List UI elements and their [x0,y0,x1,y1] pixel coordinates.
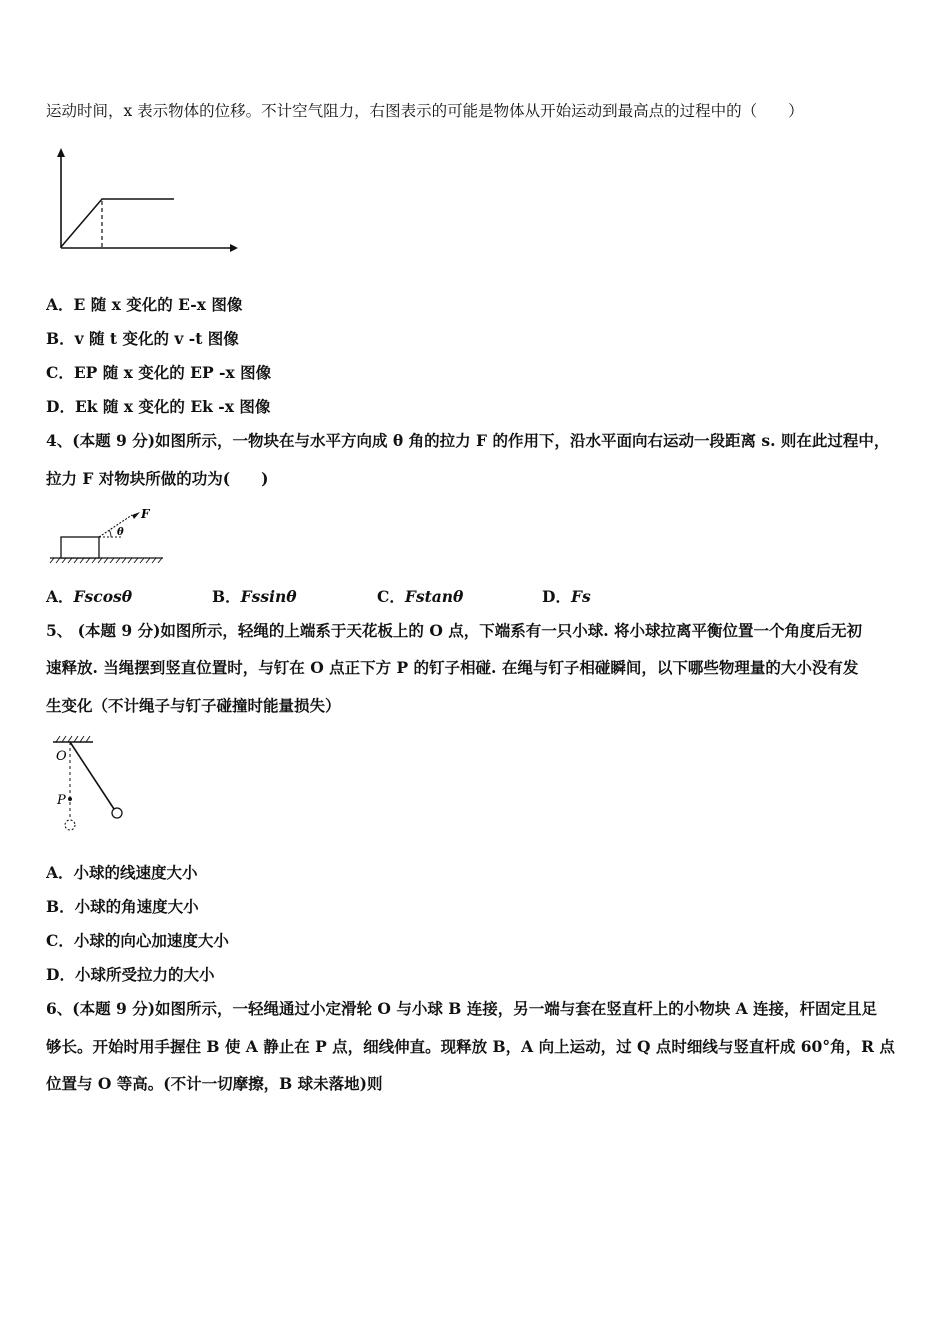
q5-pendulum-figure [48,732,148,837]
q5-o-label: O [56,749,67,764]
q4-option-b: B．Fssinθ [212,587,297,606]
q4-option-a: A．Fscosθ [46,587,133,606]
q4-force-label: F [141,507,150,521]
q5-stem-line1: 5、 (本题 9 分)如图所示，轻绳的上端系于天花板上的 O 点，下端系有一只小球. 将小球拉离平衡位置一个角度后无初 [46,621,863,640]
q3-option-b: B．v 随 t 变化的 v -t 图像 [46,329,239,348]
q5-option-d: D．小球所受拉力的大小 [46,965,215,984]
q4-block-figure [48,505,178,565]
q3-option-a: A．E 随 x 变化的 E-x 图像 [46,295,243,314]
q5-stem-line2: 速释放. 当绳摆到竖直位置时，与钉在 O 点正下方 P 的钉子相碰. 在绳与钉子相碰瞬间，以下哪些物理量的大小没有发 [46,658,859,677]
q4-theta-label: θ [117,527,124,538]
q5-option-a: A．小球的线速度大小 [46,863,198,882]
q3-option-c: C．EP 随 x 变化的 EP -x 图像 [46,363,272,382]
q3-stem-tail: 运动时间，x 表示物体的位移。不计空气阻力，右图表示的可能是物体从开始运动到最高点的过程中的（ ） [46,102,804,120]
q5-p-label: P [57,793,66,808]
q4-stem-line2: 拉力 F 对物块所做的功为( ) [46,469,269,488]
q6-stem-line3: 位置与 O 等高。(不计一切摩擦，B 球未落地)则 [46,1074,383,1093]
q6-stem-line1: 6、(本题 9 分)如图所示，一轻绳通过小定滑轮 O 与小球 B 连接，另一端与套在竖直杆上的小物块 A 连接，杆固定且足 [46,999,878,1018]
q3-graph-figure [50,145,250,260]
q4-option-d: D．Fs [542,587,591,606]
q6-stem-line2: 够长。开始时用手握住 B 使 A 静止在 P 点，细线伸直。现释放 B，A 向上运动，过 Q 点时细线与竖直杆成 60°角，R 点 [46,1037,895,1056]
q5-stem-line3: 生变化（不计绳子与钉子碰撞时能量损失） [46,696,341,715]
q5-option-b: B．小球的角速度大小 [46,897,199,916]
q5-option-c: C．小球的向心加速度大小 [46,931,229,950]
q4-stem-line1: 4、(本题 9 分)如图所示，一物块在与水平方向成 θ 角的拉力 F 的作用下，沿水平面向右运动一段距离 s. 则在此过程中， [46,431,890,450]
q3-option-d: D．Ek 随 x 变化的 Ek -x 图像 [46,397,271,416]
q4-option-c: C．Fstanθ [377,587,464,606]
